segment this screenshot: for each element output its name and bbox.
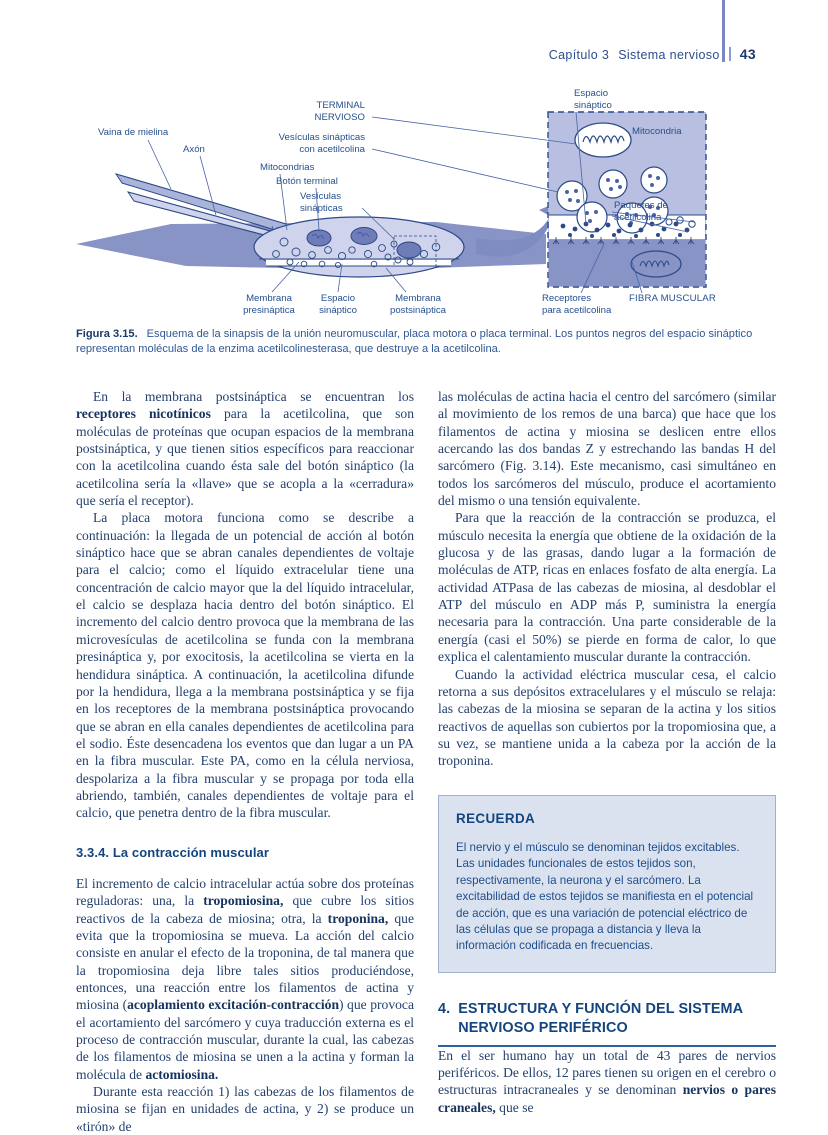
paragraph-relajacion: Cuando la actividad eléctrica muscular cesa, el calcio retorna a sus depósitos extracelulares y el músculo se relaja: las cabezas de la miosina se separan de la actina y los sitios reactivos de aquellas son cubiertos por la tropomiosina que, a su vez, se mantiene unida a la cabeza por la acción de la troponina. [438, 666, 776, 769]
paragraph-placa-motora: La placa motora funciona como se describe a continuación: la llegada de un potencial de acción al botón sináptico hace que se abran canales dependientes de voltaje para el calcio; como el líquido extracelular tiene una concentración de calcio mayor que la del líquido intracelular, el calcio se desplaza hacia dentro del botón sináptico. El incremento del calcio dentro provoca que la membrana de las microvesículas de acetilcolina se funda con la membrana presináptica y, por exocitosis, la acetilcolina se vierta en la hendidura sináptica. A continuación, la acetilcolina difunde por la hendidura, llega a la membrana postsináptica y se fija en los receptores de la membrana postsináptica provocando que se abran en ella canales dependientes de acetilcolina para el sodio. Éste desencadena los eventos que dan lugar a un PA en la fibra muscular. Este PA, como en la célula nerviosa, despolariza a la fibra muscular y se propaga por toda ella abriendo, también, canales dependientes de voltaje para el calcio, que penetra dentro de la fibra muscular. [76, 510, 414, 821]
leader-vaina-mielina [148, 140, 171, 189]
paragraph-durante-reaccion: Durante esta reacción 1) las cabezas de los filamentos de miosina se fijan en unidades de actina, y 2) se produce un «tirón» de [76, 1084, 414, 1134]
figure-label-vesiculas-acetilcolina-2: con acetilcolina [299, 144, 365, 155]
text-run: En la membrana postsináptica se encuentran los [93, 389, 414, 404]
heading-line-1: ESTRUCTURA Y FUNCIÓN DEL SISTEMA [458, 1000, 744, 1017]
recuerda-callout [438, 795, 776, 973]
figure-label-boton-terminal: Botón terminal [276, 176, 338, 187]
text-run: que se [495, 1099, 534, 1115]
figure-label-fibra-muscular: FIBRA MUSCULAR [629, 293, 717, 304]
paragraph-moleculas-actina: las moléculas de actina hacia el centro del sarcómero (similar al movimiento de los remos de una barca) que hace que los filamentos de actina y miosina se deslicen entre ellos acercando las dos bandas Z y estrechando las bandas H del sarcómero (Fig. 3.14). Este mecanismo, casi simultáneo en todos los sarcómeros del músculo, produce el acortamiento del mismo o una tensión equivalente. [438, 389, 776, 509]
figure-label-membrana-presinaptica-2: presináptica [243, 305, 295, 316]
running-head-divider [729, 47, 731, 61]
synaptic-bouton [254, 217, 464, 277]
page-number: 43 [739, 46, 756, 62]
figure-3-15-neuromuscular-synapse [76, 84, 776, 319]
text-run: que evita que la tropomiosina se mueva. La acción del calcio consiste en anular el efecto de la troponina, de tal manera que la tropomiosina deja libre tales sitios produciéndose, entonces, una reacción entre los filamentos de actina y miosina ( [76, 910, 414, 1013]
leader-vesiculas-acetilcolina [372, 149, 558, 192]
figure-label-membrana-presinaptica-1: Membrana [246, 293, 292, 304]
term-acoplamiento: acoplamiento excitación-contracción [127, 997, 339, 1013]
figure-label-vaina-mielina: Vaina de mielina [98, 127, 169, 138]
figure-label-mitocondria: Mitocondria [632, 126, 682, 137]
term-nervios-craneales: nervios o pares craneales, [438, 1082, 776, 1115]
figure-label-vesiculas-sinapticas-2: sinápticas [300, 203, 343, 214]
figure-label-terminal-nervioso-2: NERVIOSO [314, 112, 365, 123]
subheading-3-3-4: 3.3.4. La contracción muscular [76, 844, 270, 860]
body-column-left [76, 388, 414, 1135]
term-troponina: troponina, [327, 910, 389, 926]
recuerda-title: RECUERDA [456, 810, 536, 826]
heading-number: 4. [438, 1000, 451, 1017]
text-run: que cubre los sitios reactivos de la cabeza de miosina; otra, la [76, 893, 414, 926]
figure-label-axon: Axón [183, 144, 205, 155]
figure-caption-text: Esquema de la sinapsis de la unión neuromuscular, placa motora o placa terminal. Los puntos negros del espacio sináptico representan moléculas de la enzima acetilcolinesterasa, que destruye a la acetilcolina. [76, 328, 753, 356]
figure-label-receptores-2: para acetilcolina [542, 305, 612, 316]
figure-label-espacio-sinaptico-1: Espacio [320, 293, 356, 304]
paragraph-receptores-nicotinicos [76, 388, 414, 509]
term-actomiosina: actomiosina. [145, 1066, 219, 1082]
heading-text [458, 1000, 743, 1038]
body-column-right [438, 388, 776, 1116]
text-run: En el ser humano hay un total de 43 pares de nervios periféricos. De ellos, 12 pares tienen su origen en el cerebro o estructuras intracraneales y se denominan [438, 1047, 776, 1098]
running-head-section: Sistema nervioso [618, 48, 720, 62]
figure-label-mitocondrias: Mitocondrias [260, 162, 315, 173]
recuerda-body: El nervio y el músculo se denominan tejidos excitables. Las unidades funcionales de estos tejidos son, respectivamente, la neurona y el sarcómero. La excitabilidad de estos tejidos se manifiesta en el potencial de acción, que es una variación de potencial eléctrico de las células que se propaga a distancia y lleva la información codificada en frecuencias. [456, 840, 754, 953]
heading-4-estructura-funcion [438, 1000, 776, 1038]
text-run: para la acetilcolina, que son moléculas de proteínas que ocupan espacios de la membrana postsináptica, y que tienen sitios específicos para reaccionar con la acetilcolina cuando ésta sale del botón sináptico (la acetilcolina sería la «llave» que se acopla a la «cerradura» que sería el receptor). [76, 406, 414, 509]
paragraph-energia-atp: Para que la reacción de la contracción se produzca, el músculo necesita la energía que obtiene de la oxidación de la glucosa y de las grasas, dando lugar a la formación de moléculas de ATP, ricas en enlaces fosfato de alta energía. La actividad ATPasa de las cabezas de miosina, al desdoblar el ATP del músculo en ADP más P, suministra la energía necesaria para la contracción. Una parte considerable de la energía (casi el 50%) se pierde en forma de calor, lo que explica el calentamiento muscular durante la contracción. [438, 510, 776, 665]
term-tropomiosina: tropomiosina, [203, 893, 284, 909]
term-receptores-nicotinicos: receptores nicotínicos [76, 406, 211, 422]
text-run: El incremento de calcio intracelular actúa sobre dos proteínas reguladoras: una, la [76, 875, 414, 909]
figure-label-receptores-1: Receptores [542, 293, 592, 304]
figure-caption-label: Figura 3.15. [76, 328, 138, 340]
figure-label-paquetes-acetilcolina-1: Paquetes de [614, 200, 668, 211]
figure-caption [76, 327, 776, 357]
figure-label-membrana-postsinaptica-2: postsináptica [390, 305, 446, 316]
figure-label-vesiculas-sinapticas-1: Vesículas [300, 191, 342, 202]
figure-label-espacio-sinaptico-top-2: sináptico [574, 100, 612, 111]
paragraph-pares-craneales [438, 1047, 776, 1116]
figure-label-membrana-postsinaptica-1: Membrana [395, 293, 441, 304]
running-head [549, 45, 756, 62]
leader-terminal-nervioso [372, 117, 576, 144]
running-head-chapter: Capítulo 3 [548, 48, 610, 62]
paragraph-contraccion-muscular [76, 875, 414, 1083]
figure-label-espacio-sinaptico-2: sináptico [319, 305, 357, 316]
figure-label-vesiculas-acetilcolina-1: Vesículas sinápticas [278, 132, 365, 143]
figure-label-terminal-nervioso-1: TERMINAL [316, 100, 365, 111]
figure-label-paquetes-acetilcolina-2: acetilcolina [614, 212, 662, 223]
text-run: ) que provoca el acortamiento del sarcómero y cuya traducción externa es el proceso de contracción muscular, durante la cual, las cabezas de los filamentos de miosina se unen a la actina y forman la molécula de [76, 997, 414, 1082]
figure-label-espacio-sinaptico-top-1: Espacio [574, 88, 609, 99]
heading-line-2: NERVIOSO PERIFÉRICO [458, 1019, 628, 1036]
